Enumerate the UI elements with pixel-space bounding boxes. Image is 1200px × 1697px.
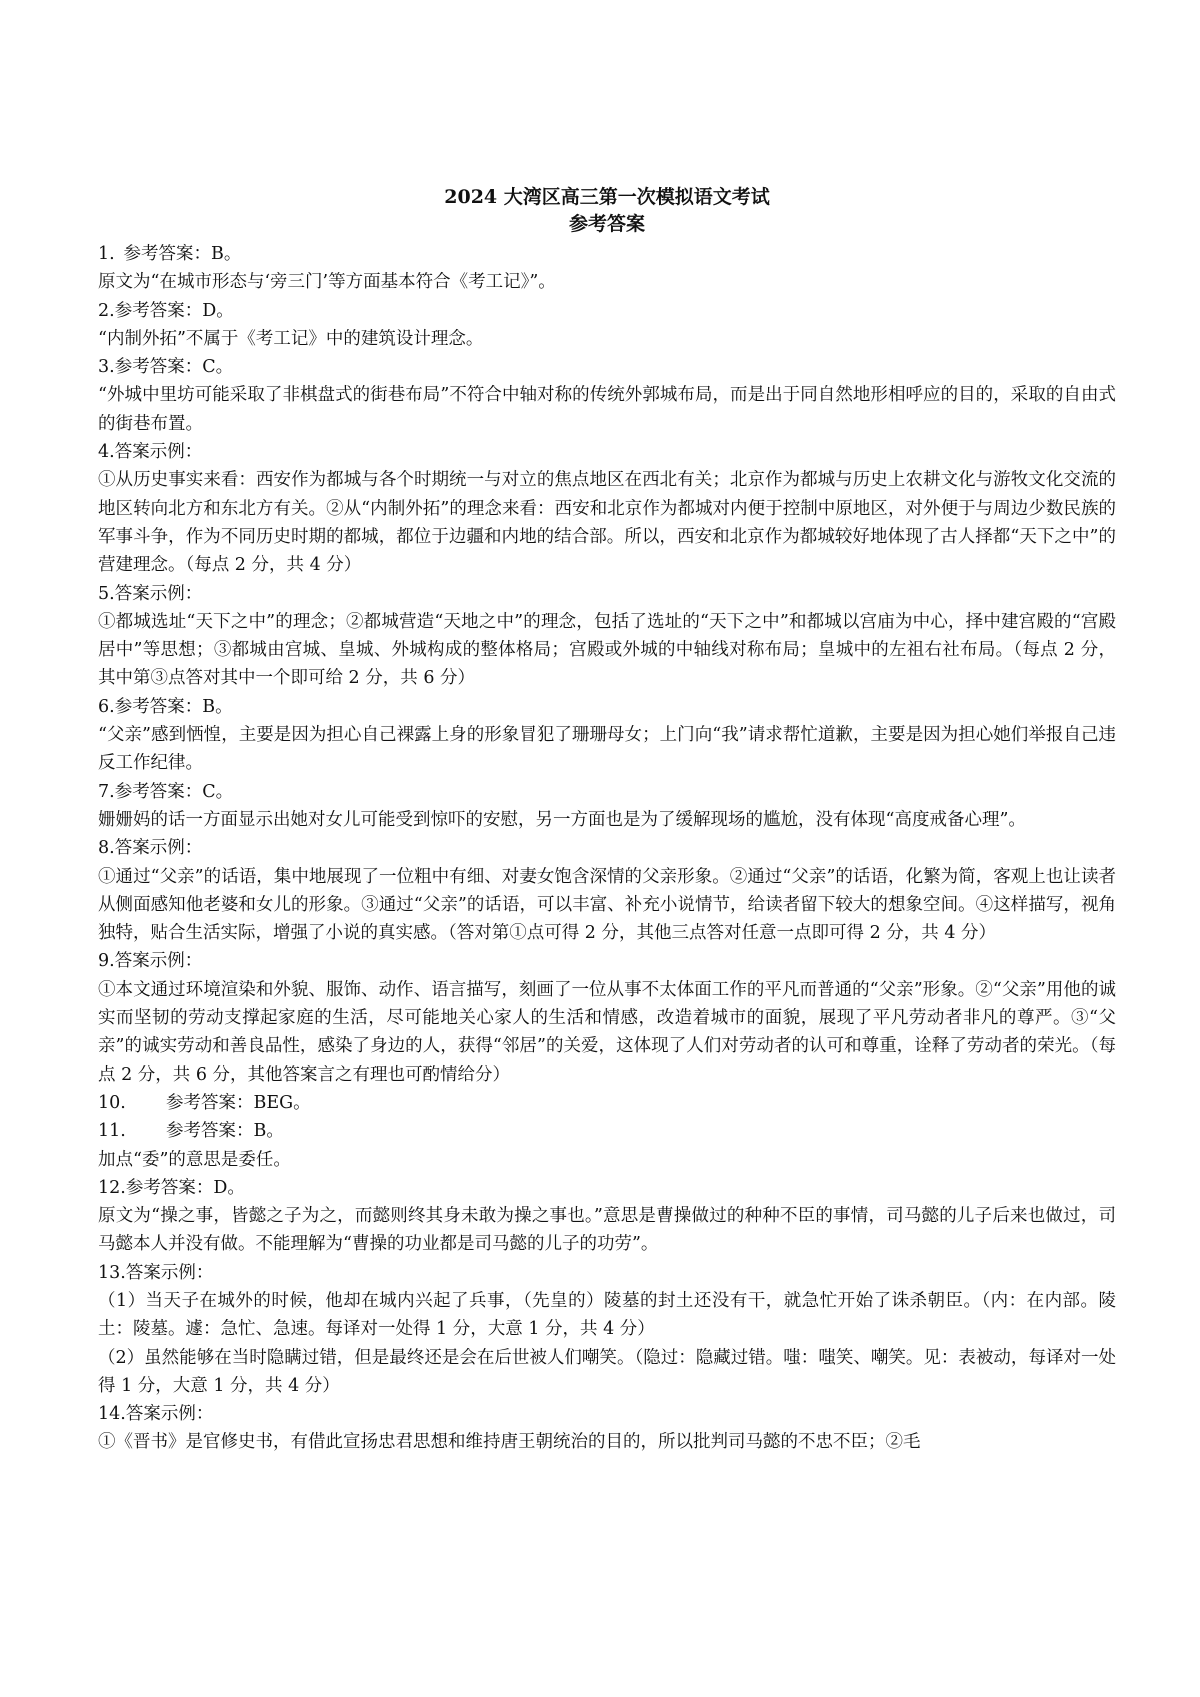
answer-explanation: 姗姗妈的话一方面显示出她对女儿可能受到惊吓的安慰，另一方面也是为了缓解现场的尴尬，没有体现“高度戒备心理”。 xyxy=(98,809,1026,830)
answer-label: 答案示例： xyxy=(125,1262,214,1283)
page-title: 2024 大湾区高三第一次模拟语文考试 xyxy=(444,186,770,208)
question-number: 3. xyxy=(98,357,115,378)
answer-explanation: ①《晋书》是官修史书，有借此宣扬忠君思想和维持唐王朝统治的目的，所以批判司马懿的不忠不臣；②毛 xyxy=(98,1432,921,1453)
answer-list xyxy=(98,240,1116,1457)
question-answer-header xyxy=(98,1400,1116,1428)
answer-explanation: （1）当天子在城外的时候，他却在城内兴起了兵事，（先皇的）陵墓的封土还没有干，就急忙开始了诛杀朝臣。（内：在内部。陵土：陵墓。遽：急忙、急速。每译对一处得 1 分，大意 1 分，共 4 分） xyxy=(98,1290,1116,1340)
answer-explanation: “外城中里坊可能采取了非棋盘式的街巷布局”不符合中轴对称的传统外郭城布局，而是出于同自然地形相呼应的目的，采取的自由式的街巷布置。 xyxy=(98,385,1116,434)
question-number: 14. xyxy=(98,1404,126,1425)
answer-explanation: ①本文通过环境渲染和外貌、服饰、动作、语言描写，刻画了一位从事不太体面工作的平凡而普通的“父亲”形象。②“父亲”用他的诚实而坚韧的劳动支撑起家庭的生活，尽可能地关心家人的生活和情感，改造着城市的面貌，展现了平凡劳动者非凡的尊严。③“父亲”的诚实劳动和善良品性，感染了身边的人，获得“邻居”的关爱，这体现了人们对劳动者的认可和尊重，诠释了劳动者的荣光。（每点 2 分，共 6 分，其他答案言之有理也可酌情给分） xyxy=(98,979,1116,1085)
question-answer-header xyxy=(98,1259,1116,1287)
question-answer-header xyxy=(98,778,1116,806)
question-number: 4. xyxy=(98,442,115,463)
question-answer-header xyxy=(98,1117,1116,1145)
answer-explanation: 原文为“在城市形态与‘旁三门’等方面基本符合《考工记》”。 xyxy=(98,272,556,293)
answer-label: 参考答案：BEG。 xyxy=(166,1092,311,1113)
question-answer-header xyxy=(98,947,1116,975)
answer-label: 答案示例： xyxy=(114,951,203,972)
answer-label: 参考答案：B。 xyxy=(114,696,233,717)
question-answer-header xyxy=(98,297,1116,325)
question-number: 11. xyxy=(98,1121,126,1142)
question-number: 10. xyxy=(98,1092,126,1113)
question-number: 12. xyxy=(98,1177,126,1198)
answer-label: 参考答案：C。 xyxy=(114,357,234,378)
answer-explanation: ①从历史事实来看：西安作为都城与各个时期统一与对立的焦点地区在西北有关；北京作为都城与历史上农耕文化与游牧文化交流的地区转向北方和东北方有关。②从“内制外拓”的理念来看：西安和北京作为都城对内便于控制中原地区，对外便于与周边少数民族的军事斗争，作为不同历史时期的都城，都位于边疆和内地的结合部。所以，西安和北京作为都城较好地体现了古人择都“天下之中”的营建理念。（每点 2 分，共 4 分） xyxy=(98,470,1116,576)
answer-explanation: “父亲”感到恓惶，主要是因为担心自己裸露上身的形象冒犯了珊珊母女；上门向“我”请求帮忙道歉，主要是因为担心她们举报自己违反工作纪律。 xyxy=(98,725,1116,774)
answer-label: 参考答案：C。 xyxy=(114,781,234,802)
question-number: 2. xyxy=(98,300,115,321)
question-number: 7. xyxy=(98,781,115,802)
answer-label: 答案示例： xyxy=(125,1404,214,1425)
question-answer-header xyxy=(98,438,1116,466)
question-answer-header xyxy=(98,353,1116,381)
question-number: 13. xyxy=(98,1262,126,1283)
answer-label: 参考答案：D。 xyxy=(114,300,234,321)
answer-label: 参考答案：D。 xyxy=(125,1177,245,1198)
answer-explanation: 加点“委”的意思是委任。 xyxy=(98,1149,291,1170)
answer-label: 参考答案：B。 xyxy=(166,1121,284,1142)
question-number: 5. xyxy=(98,583,115,604)
question-answer-header xyxy=(98,693,1116,721)
answer-explanation: ①通过“父亲”的话语，集中地展现了一位粗中有细、对妻女饱含深情的父亲形象。②通过“父亲”的话语，化繁为简，客观上也让读者从侧面感知他老婆和女儿的形象。③通过“父亲”的话语，可以丰富、补充小说情节，给读者留下较大的想象空间。④这样描写，视角独特，贴合生活实际，增强了小说的真实感。（答对第①点可得 2 分，其他三点答对任意一点即可得 2 分，共 4 分） xyxy=(98,866,1116,944)
answer-explanation: ①都城选址“天下之中”的理念；②都城营造“天地之中”的理念，包括了选址的“天下之中”和都城以宫庙为中心，择中建宫殿的“宫殿居中”等思想；③都城由宫城、皇城、外城构成的整体格局；宫殿或外城的中轴线对称布局；皇城中的左祖右社布局。（每点 2 分，其中第③点答对其中一个即可给 2 分，共 6 分） xyxy=(98,611,1116,689)
answer-label: 答案示例： xyxy=(114,583,203,604)
answer-explanation: （2）虽然能够在当时隐瞒过错，但是最终还是会在后世被人们嘲笑。（隐过：隐藏过错。嗤：嗤笑、嘲笑。见：表被动，每译对一处得 1 分，大意 1 分，共 4 分） xyxy=(98,1347,1116,1396)
question-answer-header xyxy=(98,1089,1116,1117)
answer-label: 答案示例： xyxy=(114,838,203,859)
question-answer-header xyxy=(98,240,1116,268)
answer-sheet xyxy=(98,184,1116,1457)
question-answer-header xyxy=(98,834,1116,862)
answer-explanation: 原文为“操之事，皆懿之子为之，而懿则终其身未敢为操之事也。”意思是曹操做过的种种不臣的事情，司马懿的儿子后来也做过，司马懿本人并没有做。不能理解为“曹操的功业都是司马懿的儿子的功劳”。 xyxy=(98,1206,1116,1255)
page-subtitle: 参考答案 xyxy=(568,213,645,235)
question-answer-header xyxy=(98,580,1116,608)
answer-label: 参考答案：B。 xyxy=(123,244,242,264)
question-number: 1. xyxy=(98,244,124,264)
question-number: 6. xyxy=(98,696,115,717)
answer-explanation: “内制外拓”不属于《考工记》中的建筑设计理念。 xyxy=(98,328,484,349)
answer-label: 答案示例： xyxy=(114,442,203,463)
question-number: 9. xyxy=(98,951,115,972)
question-number: 8. xyxy=(98,838,115,859)
question-answer-header xyxy=(98,1174,1116,1202)
